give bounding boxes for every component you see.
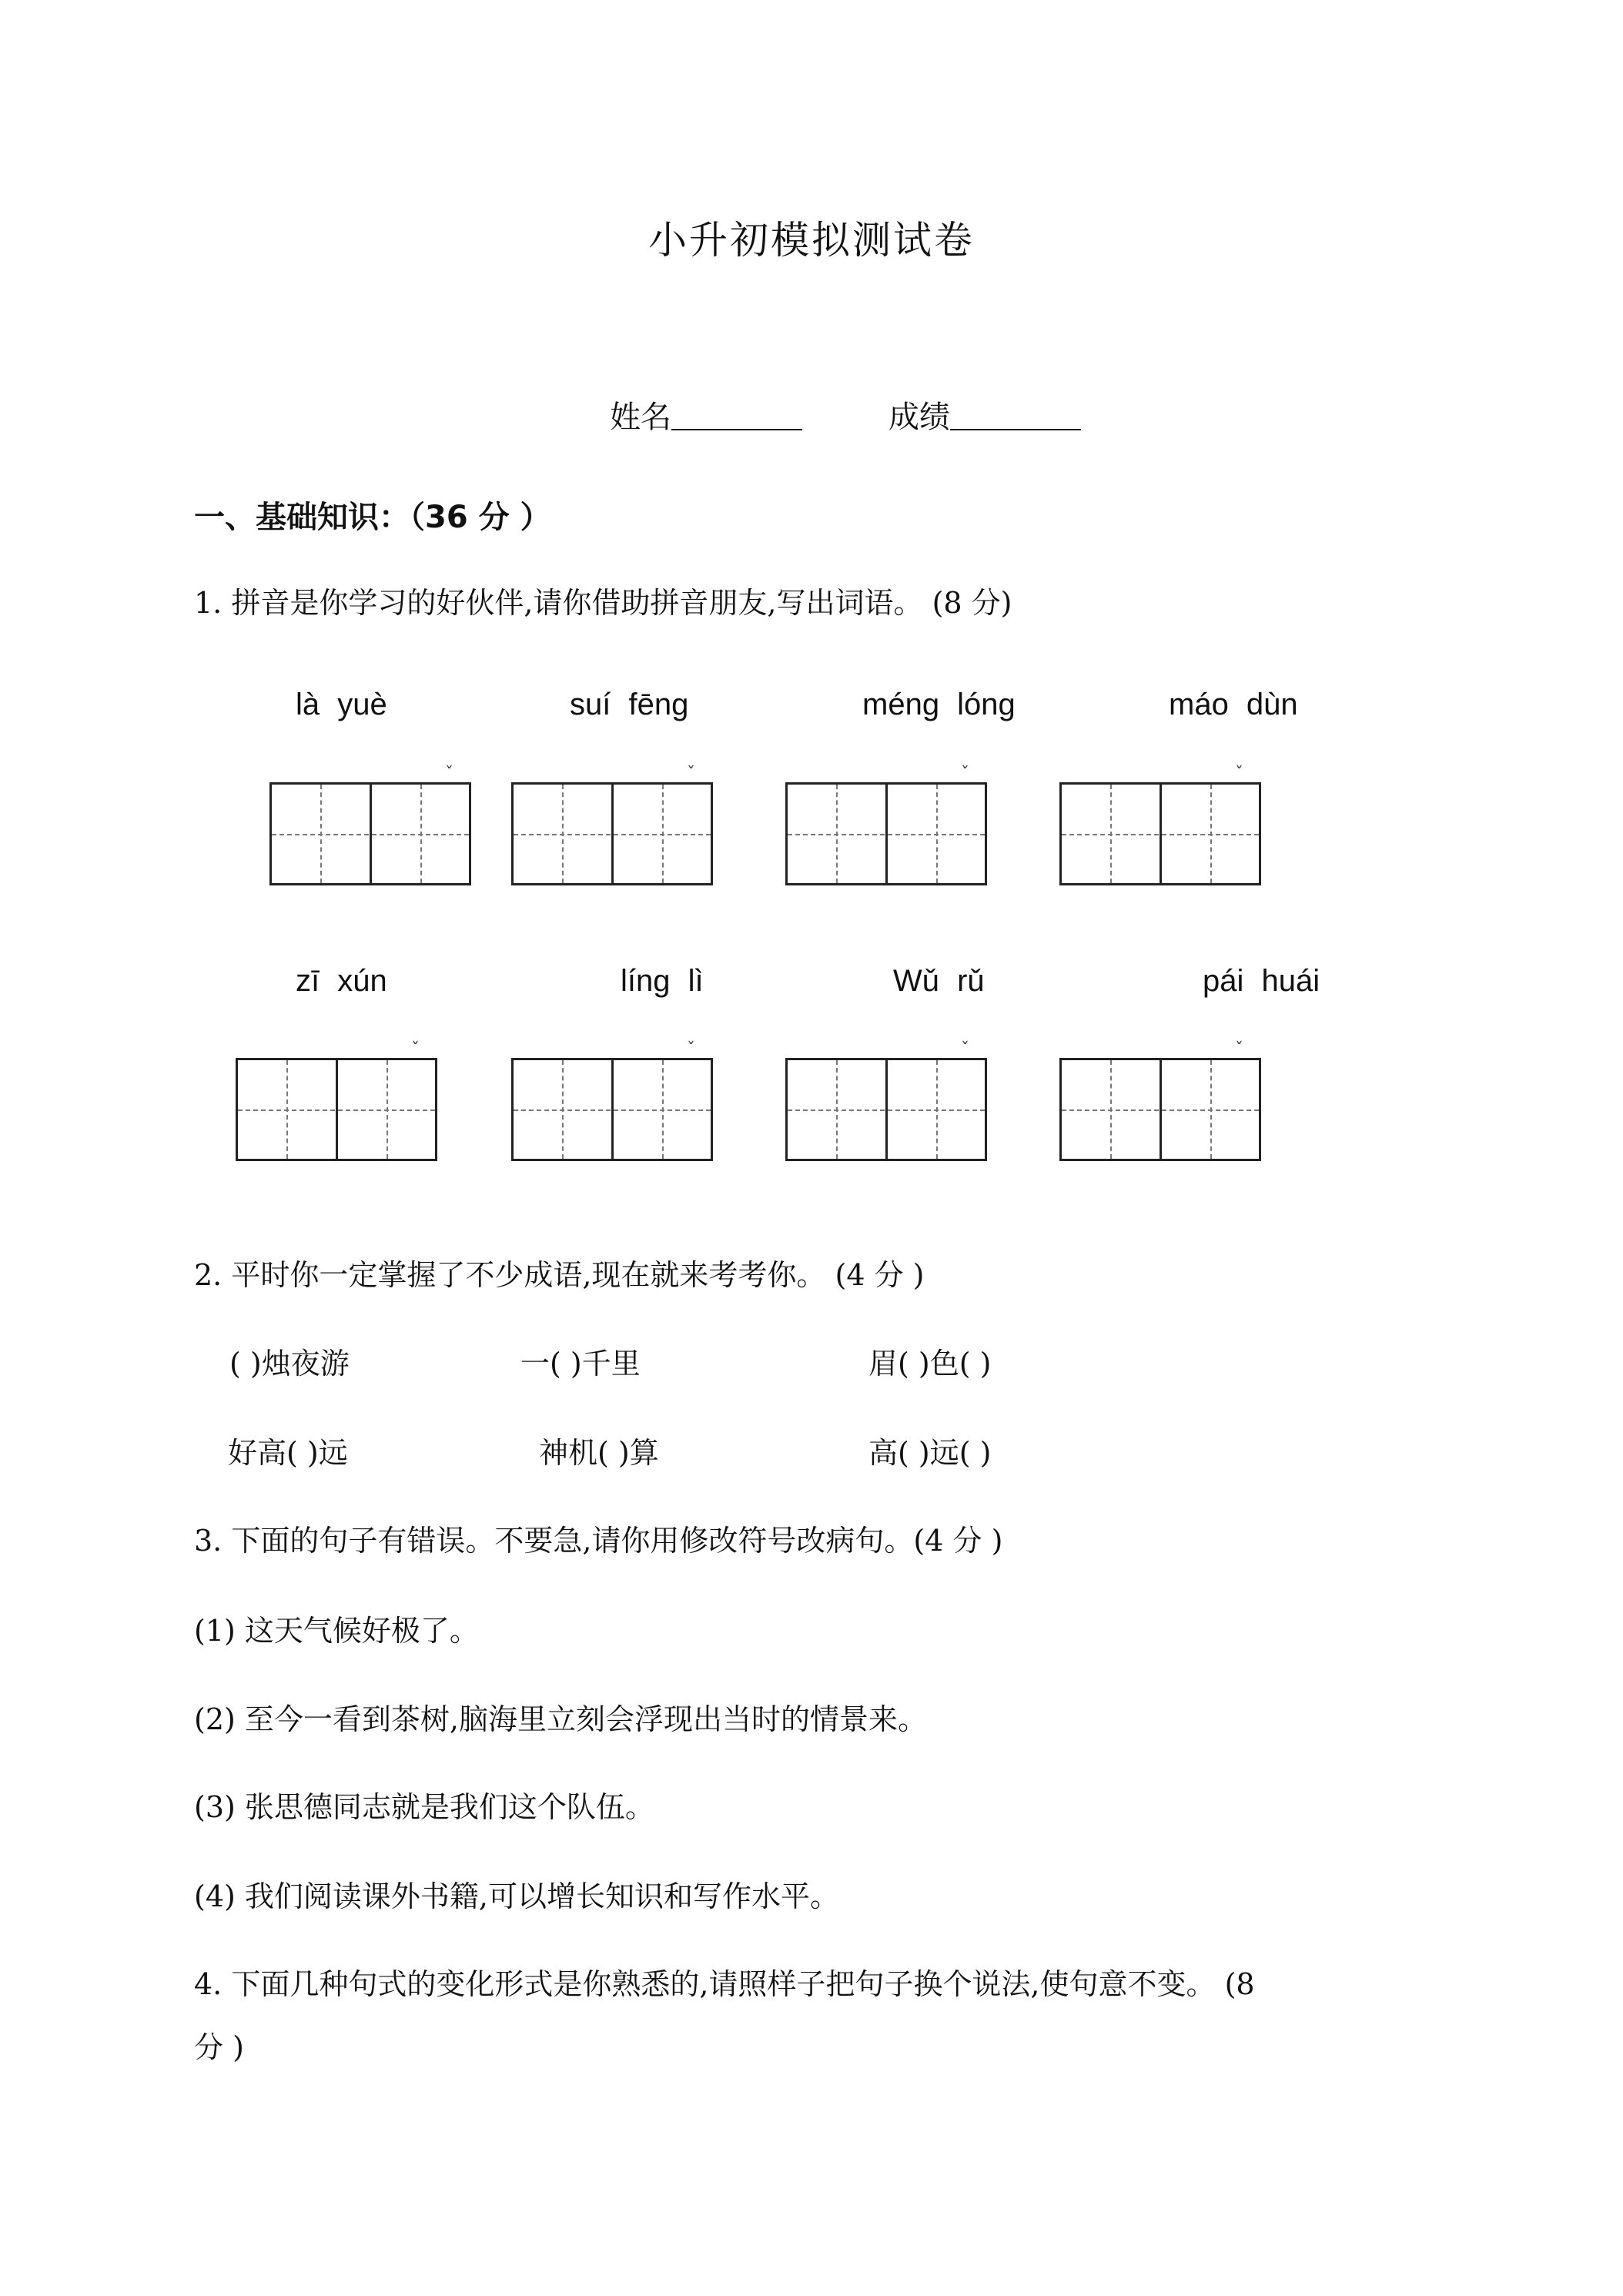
score-field[interactable] <box>888 393 1081 437</box>
pinyin-label: máo dùn <box>1169 688 1298 721</box>
pinyin-label: zī xún <box>296 964 387 998</box>
sentence-item: (1) 这天气候好极了。 <box>194 1614 479 1648</box>
writing-grid[interactable]: ˇ <box>511 1058 713 1161</box>
writing-grid[interactable]: ˇ <box>1059 782 1261 885</box>
writing-grid[interactable]: ˇ <box>236 1058 437 1161</box>
name-field[interactable] <box>610 393 802 437</box>
score-label: 成绩 <box>888 400 950 435</box>
writing-grid[interactable]: ˇ <box>1059 1058 1261 1161</box>
pinyin-label: pái huái <box>1203 964 1320 998</box>
writing-grid[interactable]: ˇ <box>511 782 713 885</box>
question-4-prompt: 4. 下面几种句式的变化形式是你熟悉的,请照样子把句子换个说法,使句意不变。 (8 <box>194 1967 1255 2001</box>
idiom-blank[interactable]: 神机( )算 <box>539 1436 659 1470</box>
sentence-item: (3) 张思德同志就是我们这个队伍。 <box>194 1790 654 1824</box>
question-3-prompt: 3. 下面的句子有错误。不要急,请你用修改符号改病句。(4 分 ) <box>194 1524 1003 1558</box>
idiom-blank[interactable]: 一( )千里 <box>520 1347 641 1381</box>
question-1-prompt: 1. 拼音是你学习的好伙伴,请你借助拼音朋友,写出词语。 (8 分) <box>194 586 1012 620</box>
writing-grid[interactable]: ˇ <box>269 782 471 885</box>
pinyin-label: méng lóng <box>862 688 1016 721</box>
name-label: 姓名 <box>610 400 671 435</box>
score-blank[interactable] <box>950 401 1081 430</box>
idiom-blank[interactable]: 眉( )色( ) <box>868 1347 992 1381</box>
writing-grid[interactable]: ˇ <box>785 782 987 885</box>
name-blank[interactable] <box>671 401 802 430</box>
pinyin-label: Wǔ rǔ <box>893 964 985 998</box>
idiom-blank[interactable]: 好高( )远 <box>228 1436 348 1470</box>
pinyin-label: suí fēng <box>570 688 689 721</box>
idiom-blank[interactable]: ( )烛夜游 <box>229 1347 350 1381</box>
writing-grid[interactable]: ˇ <box>785 1058 987 1161</box>
page-title: 小升初模拟测试卷 <box>648 218 975 263</box>
section-heading: 一、基础知识：（36 分 ） <box>194 500 551 535</box>
idiom-blank[interactable]: 高( )远( ) <box>868 1436 992 1470</box>
pinyin-label: là yuè <box>296 688 387 721</box>
question-4-prompt-cont: 分 ) <box>194 2030 244 2064</box>
question-2-prompt: 2. 平时你一定掌握了不少成语,现在就来考考你。 (4 分 ) <box>194 1258 925 1292</box>
sentence-item: (2) 至今一看到茶树,脑海里立刻会浮现出当时的情景来。 <box>194 1702 927 1736</box>
sentence-item: (4) 我们阅读课外书籍,可以增长知识和写作水平。 <box>194 1879 839 1913</box>
pinyin-label: líng lì <box>621 964 704 998</box>
